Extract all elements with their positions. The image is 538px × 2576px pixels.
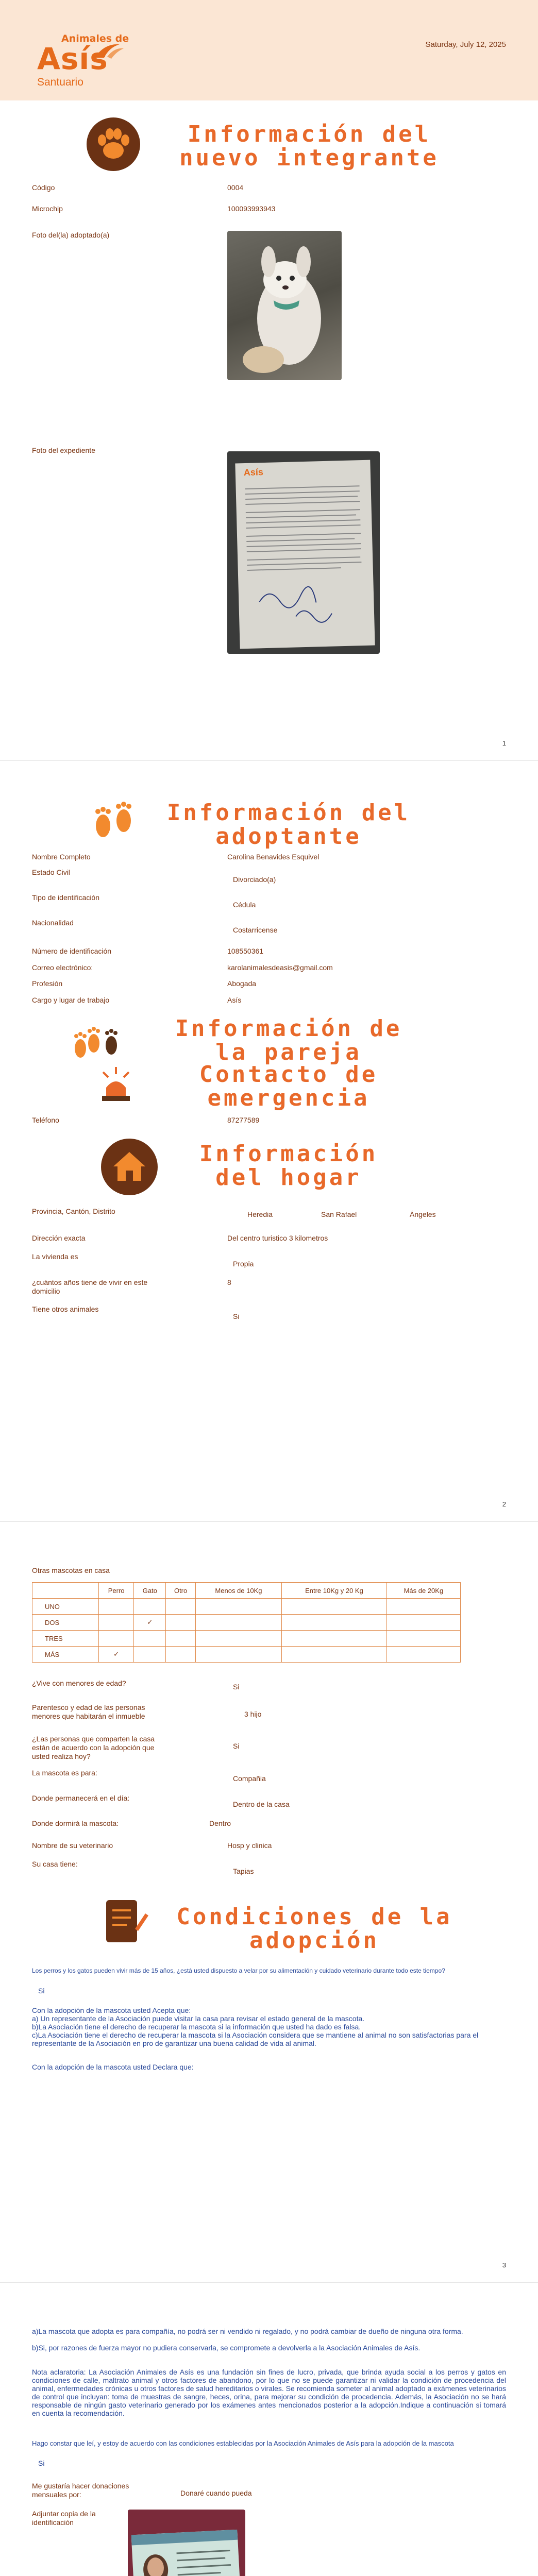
section-title-line: adopción — [249, 1927, 379, 1954]
expediente-photo — [227, 451, 380, 654]
declara-b: b)Si, por razones de fuerza mayor no pudiera conservarla, se compromete a devolverla a la Asociación Animales de Asís. — [32, 2344, 421, 2352]
menores-label: ¿Vive con menores de edad? — [32, 1679, 126, 1687]
logo-text-2: Asís — [37, 41, 108, 76]
logo — [33, 33, 152, 90]
table-cell[interactable] — [99, 1631, 134, 1647]
dormira-label: Donde dormirá la mascota: — [32, 1819, 119, 1827]
donaciones-label: Me gustaría hacer donaciones mensuales por: — [32, 2482, 129, 2499]
para-value: Compañia — [233, 1774, 266, 1783]
section-title-pareja — [155, 1017, 423, 1064]
numero-value: 108550361 — [227, 947, 264, 955]
pets-table — [32, 1582, 461, 1663]
page-number: 2 — [502, 1500, 506, 1508]
acepta-a: a) Un representante de la Asociación puede visitar la casa para revisar el estado general de la mascota. — [32, 2014, 365, 2023]
page-4 — [0, 2283, 538, 2576]
table-cell[interactable]: ✓ — [99, 1647, 134, 1663]
table-row — [32, 1631, 461, 1647]
acepta-c: c)La Asociación tiene el derecho de recuperar la mascota si la Asociación considera que se mantiene al animal no son satisfactorias para el representante de la Asociación en pro de garantizar una buena calidad de vida al animal. — [32, 2031, 479, 2047]
table-cell[interactable] — [195, 1615, 281, 1631]
table-header-cell: Perro — [99, 1583, 134, 1599]
table-header-cell: Más de 20Kg — [386, 1583, 460, 1599]
profesion-value: Abogada — [227, 979, 257, 988]
vivienda-value: Propia — [233, 1260, 254, 1268]
section-title-line: Contacto de — [199, 1061, 378, 1088]
correo-value: karolanimalesdeasis@gmail.com — [227, 963, 333, 972]
document-sheet — [235, 460, 375, 649]
declara-intro: Con la adopción de la mascota usted Declara que: — [32, 2063, 194, 2071]
consta-text: Hago constar que leí, y estoy de acuerdo con las condiciones establecidas por la Asociación Animales de Asís para la adopción de la mascota — [32, 2439, 454, 2447]
telefono-value: 87277589 — [227, 1116, 260, 1124]
table-cell[interactable] — [134, 1631, 166, 1647]
vivienda-label: La vivienda es — [32, 1252, 78, 1261]
parentesco-value: 3 hijo — [244, 1710, 262, 1718]
table-cell[interactable] — [195, 1647, 281, 1663]
header-date: Saturday, July 12, 2025 — [425, 40, 506, 49]
table-cell[interactable] — [166, 1615, 195, 1631]
table-cell[interactable] — [166, 1647, 195, 1663]
pair-footprints-icon — [67, 1013, 124, 1070]
nombre-label: Nombre Completo — [32, 853, 91, 861]
table-header-row — [32, 1583, 461, 1599]
section-title-line: Información del — [166, 800, 411, 826]
casa-value: Tapias — [233, 1867, 254, 1875]
section-title-adoptante — [155, 801, 423, 849]
telefono-label: Teléfono — [32, 1116, 59, 1124]
section-title-line: adoptante — [215, 823, 362, 850]
section-title-line: nuevo integrante — [179, 145, 439, 171]
table-cell[interactable] — [386, 1599, 460, 1615]
menores-value: Si — [233, 1683, 240, 1691]
section-title-condiciones — [155, 1905, 474, 1953]
correo-label: Correo electrónico: — [32, 963, 93, 972]
table-cell[interactable] — [134, 1599, 166, 1615]
table-cell[interactable] — [166, 1599, 195, 1615]
page-number: 3 — [502, 2261, 506, 2269]
row-label: TRES — [32, 1631, 99, 1647]
table-cell[interactable] — [195, 1631, 281, 1647]
table-header-cell: Menos de 10Kg — [195, 1583, 281, 1599]
section-title-nuevo — [149, 123, 469, 170]
copia-label: Adjuntar copia de la identificación — [32, 2510, 96, 2527]
nota-aclaratoria: Nota aclaratoria: La Asociación Animales de Asís es una fundación sin fines de lucro, privada, que brinda ayuda social a los perros y gatos en condiciones de calle, maltrato animal y otros factores de abandono, por lo que no se puede garantizar ni validar la condición de procedencia del animal, enfermedades crónicas u otros factores de salud hereditarios o virales. Se recomienda someter al animal adoptado a exámenes veterinarios de control que incluyan: toma de muestras de sangre, heces, orina, para mejorar su condición de procedencia. Además, la Asociación no se hará responsable de ningún gasto veterinario generado por los exámenes antes mencionados posterior a la adopción.Indique a continuación si tomará en cuenta la recomendación. — [32, 2368, 506, 2417]
otros-label: Tiene otros animales — [32, 1305, 99, 1313]
id-photo — [128, 2510, 245, 2576]
table-cell[interactable] — [282, 1599, 387, 1615]
page-3 — [0, 1522, 538, 2283]
microchip-value: 100093993943 — [227, 205, 276, 213]
provincia-label: Provincia, Cantón, Distrito — [32, 1207, 115, 1215]
section-title-line: emergencia — [207, 1085, 370, 1111]
document-text-lines — [235, 460, 375, 649]
header — [0, 0, 538, 100]
para-label: La mascota es para: — [32, 1769, 97, 1777]
table-cell[interactable] — [386, 1615, 460, 1631]
document-logo: Asís — [243, 467, 264, 478]
table-row — [32, 1647, 461, 1663]
tipo-value: Cédula — [233, 901, 256, 909]
profesion-label: Profesión — [32, 979, 63, 988]
declara-a: a)La mascota que adopta es para compañía, no podrá ser ni vendido ni regalado, y no podrá cambiar de dueño de ninguna otra forma. — [32, 2327, 463, 2335]
estado-value: Divorciado(a) — [233, 875, 276, 884]
otros-value: Si — [233, 1312, 240, 1320]
paw-icon — [87, 117, 140, 171]
table-cell[interactable] — [99, 1615, 134, 1631]
foto-label: Foto del(la) adoptado(a) — [32, 231, 110, 239]
table-cell[interactable] — [195, 1599, 281, 1615]
table-header-cell — [32, 1583, 99, 1599]
page-number: 1 — [502, 739, 506, 747]
section-title-line: Información del — [187, 121, 431, 147]
acuerdo-label: ¿Las personas que comparten la casa están de acuerdo con la adopción que usted realiza hoy? — [32, 1735, 155, 1760]
cargo-value: Asís — [227, 996, 242, 1004]
q1-value: Si — [38, 1987, 45, 1995]
donaciones-value: Donaré cuando pueda — [180, 2489, 252, 2497]
estado-label: Estado Civil — [32, 868, 70, 876]
table-header-cell: Gato — [134, 1583, 166, 1599]
table-cell[interactable] — [386, 1631, 460, 1647]
section-title-line: Condiciones de la — [176, 1904, 452, 1930]
table-cell[interactable] — [282, 1647, 387, 1663]
consta-value: Si — [38, 2459, 45, 2467]
house-icon — [101, 1139, 158, 1195]
row-label: MÁS — [32, 1647, 99, 1663]
acuerdo-value: Si — [233, 1742, 240, 1750]
expediente-label: Foto del expediente — [32, 446, 95, 454]
nombre-value: Carolina Benavides Esquivel — [227, 853, 320, 861]
page-1 — [0, 0, 538, 761]
logo-text-3: Santuario — [37, 76, 83, 88]
table-row — [32, 1615, 461, 1631]
nacionalidad-value: Costarricense — [233, 926, 278, 934]
tipo-label: Tipo de identificación — [32, 893, 100, 902]
parentesco-label: Parentesco y edad de las personas menores que habitarán el inmueble — [32, 1703, 145, 1720]
codigo-value: 0004 — [227, 183, 244, 192]
pet-photo — [227, 231, 342, 380]
nacionalidad-label: Nacionalidad — [32, 919, 74, 927]
q1-text: Los perros y los gatos pueden vivir más de 15 años, ¿está usted dispuesto a velar por su alimentación y cuidado veterinario durante todo este tiempo? — [32, 1967, 445, 1974]
section-title-emergencia — [155, 1063, 423, 1110]
acepta-block — [32, 2006, 506, 2047]
vet-label: Nombre de su veterinario — [32, 1841, 113, 1850]
table-row — [32, 1599, 461, 1615]
cargo-label: Cargo y lugar de trabajo — [32, 996, 110, 1004]
section-title-line: Información de — [175, 1015, 402, 1042]
section-title-line: Información — [199, 1141, 378, 1167]
direccion-value: Del centro turistico 3 kilometros — [227, 1234, 328, 1242]
canton-value: San Rafael — [321, 1210, 357, 1218]
codigo-label: Código — [32, 183, 55, 192]
vet-value: Hosp y clinica — [227, 1841, 272, 1850]
numero-label: Número de identificación — [32, 947, 112, 955]
microchip-label: Microchip — [32, 205, 63, 213]
table-header-cell: Entre 10Kg y 20 Kg — [282, 1583, 387, 1599]
row-label: UNO — [32, 1599, 99, 1615]
table-cell[interactable] — [166, 1631, 195, 1647]
mascotas-title: Otras mascotas en casa — [32, 1566, 110, 1574]
scroll-icon — [96, 1893, 153, 1950]
dormira-value: Dentro — [209, 1819, 231, 1827]
section-title-line: la pareja — [215, 1039, 362, 1065]
dia-value: Dentro de la casa — [233, 1800, 290, 1808]
siren-icon — [98, 1065, 134, 1106]
table-cell[interactable] — [134, 1647, 166, 1663]
direccion-label: Dirección exacta — [32, 1234, 86, 1242]
section-title-hogar — [170, 1142, 407, 1190]
anios-label: ¿cuántos años tiene de vivir en este domicilio — [32, 1278, 148, 1295]
table-cell[interactable] — [282, 1631, 387, 1647]
page-2 — [0, 761, 538, 1522]
id-card — [131, 2530, 241, 2576]
logo-text-1: Animales de — [61, 33, 129, 44]
casa-label: Su casa tiene: — [32, 1860, 78, 1868]
acepta-b: b)La Asociación tiene el derecho de recuperar la mascota si la información que usted ha dado es falsa. — [32, 2023, 361, 2031]
provincia-value: Heredia — [247, 1210, 273, 1218]
row-label: DOS — [32, 1615, 99, 1631]
dia-label: Donde permanecerá en el día: — [32, 1794, 130, 1802]
table-cell[interactable]: ✓ — [134, 1615, 166, 1631]
anios-value: 8 — [227, 1278, 231, 1286]
footprints-icon — [87, 794, 140, 848]
table-cell[interactable] — [282, 1615, 387, 1631]
section-title-line: del hogar — [215, 1164, 362, 1191]
table-header-cell: Otro — [166, 1583, 195, 1599]
table-cell[interactable] — [386, 1647, 460, 1663]
table-cell[interactable] — [99, 1599, 134, 1615]
acepta-intro: Con la adopción de la mascota usted Acepta que: — [32, 2006, 191, 2014]
distrito-value: Ángeles — [410, 1210, 436, 1218]
